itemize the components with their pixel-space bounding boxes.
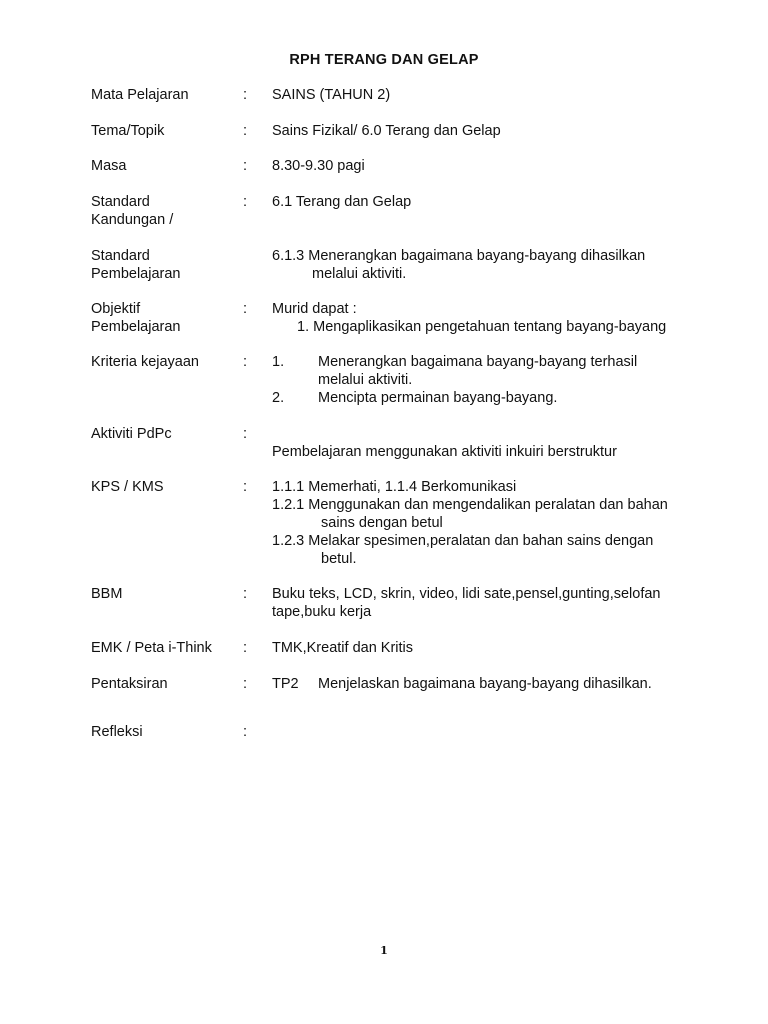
label-bbm: BBM: [91, 586, 123, 602]
kriteria-item-text: melalui aktiviti.: [318, 372, 413, 388]
value-standard-pembelajaran-line2: melalui aktiviti.: [312, 266, 407, 282]
label-mata-pelajaran: Mata Pelajaran: [91, 87, 189, 103]
kps-line: 1.1.1 Memerhati, 1.1.4 Berkomunikasi: [272, 479, 517, 495]
colon: :: [243, 158, 248, 174]
colon: :: [243, 640, 248, 656]
kriteria-item-number: 1.: [272, 354, 285, 370]
pentaksiran-code: TP2: [272, 676, 299, 692]
kps-line: 1.2.1 Menggunakan dan mengendalikan peralatan dan bahan: [272, 497, 668, 513]
colon: :: [243, 301, 248, 317]
label-standard-pembelajaran-line1: Standard: [91, 248, 150, 264]
kps-line: 1.2.3 Melakar spesimen,peralatan dan bahan sains dengan: [272, 533, 654, 549]
value-masa: 8.30-9.30 pagi: [272, 158, 365, 174]
colon: :: [243, 354, 248, 370]
kriteria-item-number: 2.: [272, 390, 285, 406]
colon: :: [243, 479, 248, 495]
label-aktiviti: Aktiviti PdPc: [91, 426, 172, 442]
kps-line: betul.: [321, 551, 357, 567]
kps-line: sains dengan betul: [321, 515, 443, 531]
kriteria-item-text: Menerangkan bagaimana bayang-bayang terhasil: [318, 354, 638, 370]
colon: :: [243, 87, 248, 103]
label-emk: EMK / Peta i-Think: [91, 640, 212, 656]
kriteria-item-text: Mencipta permainan bayang-bayang.: [318, 390, 558, 406]
value-objektif-line1: Murid dapat :: [272, 301, 357, 317]
label-standard-pembelajaran-line2: Pembelajaran: [91, 266, 181, 282]
label-standard-kandungan-line2: Kandungan /: [91, 212, 174, 228]
label-pentaksiran: Pentaksiran: [91, 676, 168, 692]
label-refleksi: Refleksi: [91, 724, 143, 740]
value-standard-kandungan: 6.1 Terang dan Gelap: [272, 194, 412, 210]
colon: :: [243, 426, 248, 442]
colon: :: [243, 724, 248, 740]
value-mata-pelajaran: SAINS (TAHUN 2): [272, 87, 391, 103]
label-kriteria: Kriteria kejayaan: [91, 354, 199, 370]
label-standard-kandungan-line1: Standard: [91, 194, 150, 210]
value-objektif-line2: 1. Mengaplikasikan pengetahuan tentang bayang-bayang: [297, 319, 667, 335]
label-masa: Masa: [91, 158, 127, 174]
value-standard-pembelajaran-line1: 6.1.3 Menerangkan bagaimana bayang-bayang dihasilkan: [272, 248, 646, 264]
colon: :: [243, 123, 248, 139]
value-aktiviti: Pembelajaran menggunakan aktiviti inkuiri berstruktur: [272, 444, 617, 460]
document-title: RPH TERANG DAN GELAP: [289, 52, 479, 68]
value-tema-topik: Sains Fizikal/ 6.0 Terang dan Gelap: [272, 123, 501, 139]
value-pentaksiran: Menjelaskan bagaimana bayang-bayang dihasilkan.: [318, 676, 652, 692]
page-number: 1: [380, 944, 388, 957]
colon: :: [243, 194, 248, 210]
colon: :: [243, 586, 248, 602]
label-objektif-line2: Pembelajaran: [91, 319, 181, 335]
label-kps-kms: KPS / KMS: [91, 479, 164, 495]
label-objektif-line1: Objektif: [91, 301, 141, 317]
value-bbm-line1: Buku teks, LCD, skrin, video, lidi sate,pensel,gunting,selofan: [272, 586, 661, 602]
label-tema-topik: Tema/Topik: [91, 123, 165, 139]
colon: :: [243, 676, 248, 692]
value-emk: TMK,Kreatif dan Kritis: [272, 640, 414, 656]
value-bbm-line2: tape,buku kerja: [272, 604, 372, 620]
